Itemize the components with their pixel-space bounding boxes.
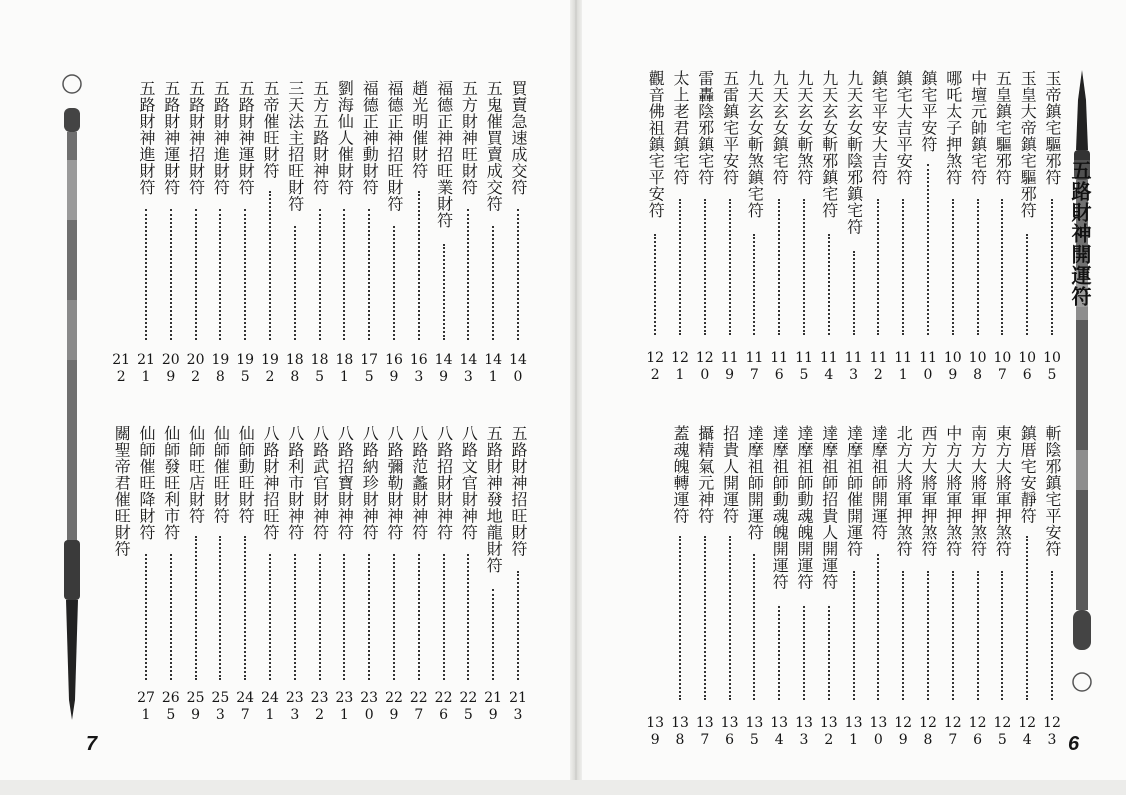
toc-leader-dots — [977, 571, 979, 700]
toc-entry-page: 114 — [819, 350, 838, 383]
toc-leader-dots — [170, 209, 172, 341]
toc-entry-title: 趙光明催財符 — [409, 80, 429, 179]
toc-leader-dots — [343, 209, 345, 341]
toc-entry-page: 132 — [819, 715, 838, 748]
toc-leader-dots — [877, 554, 879, 701]
toc-leader-dots — [195, 536, 197, 680]
toc-entry-title: 八路招財財神符 — [434, 425, 454, 541]
toc-entry[interactable] — [866, 425, 890, 775]
toc-entry-page: 271 — [137, 690, 155, 723]
toc-entry-page: 231 — [335, 690, 354, 723]
toc-entry-page: 110 — [919, 350, 937, 383]
toc-entry-title: 攝精氣元神符 — [695, 425, 715, 524]
toc-entry-page: 253 — [211, 690, 230, 723]
toc-entry[interactable] — [184, 80, 208, 412]
toc-entry[interactable] — [481, 425, 505, 750]
toc-entry-page: 133 — [795, 715, 813, 748]
scan-bottom-edge — [0, 780, 1126, 795]
toc-entry-title: 玉帝鎮宅驅邪符 — [1043, 70, 1062, 186]
toc-entry-title: 五路財神運財符 — [161, 80, 181, 196]
toc-entry-title: 三天法主招旺財符 — [285, 80, 305, 212]
toc-entry-page: 209 — [161, 352, 180, 385]
toc-entry-title: 達摩祖師動魂魄開運符 — [770, 425, 790, 590]
toc-entry-title: 仙師催旺財符 — [211, 425, 231, 524]
toc-entry-title: 五路財神發地龍財符 — [484, 425, 504, 574]
toc-entry[interactable] — [966, 70, 990, 410]
toc-entry-page: 181 — [335, 352, 354, 385]
toc-entry-title: 八路利市財神符 — [285, 425, 305, 541]
toc-entry[interactable] — [966, 425, 990, 775]
toc-entry-page: 121 — [671, 350, 689, 383]
toc-entry-page: 124 — [1018, 715, 1037, 748]
toc-entry-page: 213 — [509, 690, 527, 723]
toc-entry-title: 五路財神招財符 — [186, 80, 206, 196]
toc-entry-page: 128 — [919, 715, 937, 748]
toc-leader-dots — [1051, 571, 1053, 700]
toc-leader-dots — [418, 554, 420, 681]
toc-entry-page: 230 — [360, 690, 379, 723]
toc-leader-dots — [927, 164, 929, 336]
toc-entry-title: 八路范蠡財神符 — [409, 425, 429, 541]
toc-leader-dots — [244, 536, 246, 680]
toc-leader-dots — [492, 589, 494, 681]
toc-entry-title: 鎮厝宅安靜符 — [1018, 425, 1038, 524]
toc-leader-dots — [170, 554, 172, 681]
toc-entry[interactable] — [432, 80, 456, 412]
toc-entry[interactable] — [718, 425, 742, 775]
toc-entry-title: 觀音佛祖鎮宅平安符 — [646, 70, 666, 219]
toc-entry-page: 233 — [285, 690, 304, 723]
toc-entry-title: 中方大將軍押煞符 — [943, 425, 963, 557]
toc-entry-title: 關聖帝君催旺財符 — [112, 425, 132, 557]
toc-entry-title: 西方大將軍押煞符 — [919, 425, 938, 557]
toc-leader-dots — [803, 606, 805, 700]
toc-entry[interactable] — [258, 80, 282, 412]
toc-entry[interactable] — [407, 425, 431, 750]
toc-entry-title: 五鬼催買賣成交符 — [484, 80, 504, 212]
toc-entry[interactable] — [767, 425, 791, 775]
toc-entry-page: 126 — [968, 715, 987, 748]
toc-leader-dots — [1026, 536, 1028, 700]
toc-entry-page: 202 — [186, 352, 205, 385]
toc-leader-dots — [294, 554, 296, 681]
toc-entry-title: 五路財神運財符 — [236, 80, 256, 196]
toc-entry-page: 247 — [236, 690, 255, 723]
toc-entry-page: 136 — [720, 715, 739, 748]
toc-entry[interactable] — [1040, 425, 1064, 775]
toc-entry[interactable] — [283, 425, 307, 750]
toc-entry-page: 195 — [236, 352, 255, 385]
toc-entry-page: 117 — [745, 350, 764, 383]
toc-leader-dots — [467, 554, 469, 681]
toc-entry-page: 265 — [161, 690, 180, 723]
toc-entry-page: 140 — [509, 352, 527, 385]
toc-entry-title: 仙師旺店財符 — [186, 425, 206, 524]
toc-leader-dots — [219, 209, 221, 341]
toc-entry-title: 斬陰邪鎮宅平安符 — [1043, 425, 1062, 557]
toc-entry[interactable] — [432, 425, 456, 750]
toc-entry-page: 141 — [484, 352, 503, 385]
toc-leader-dots — [729, 199, 731, 336]
toc-entry-page: 219 — [484, 690, 503, 723]
toc-entry-page: 109 — [943, 350, 962, 383]
toc-entry[interactable] — [332, 80, 356, 412]
toc-entry-title: 九天玄女斬邪鎮宅符 — [819, 70, 839, 219]
toc-entry-title: 買賣急速成交符 — [509, 80, 528, 196]
toc-entry[interactable] — [941, 70, 965, 410]
toc-entry-page: 143 — [459, 352, 478, 385]
toc-entry-page: 227 — [409, 690, 428, 723]
toc-entry[interactable] — [258, 425, 282, 750]
toc-entry[interactable] — [407, 80, 431, 412]
toc-entry-title: 太上老君鎮宅符 — [671, 70, 690, 186]
toc-entry[interactable] — [184, 425, 208, 750]
toc-entry[interactable] — [1040, 70, 1064, 410]
toc-entry[interactable] — [842, 425, 866, 775]
series-title: 五路財神開運符 — [1071, 160, 1095, 307]
toc-entry-title: 鎮宅大吉平安符 — [894, 70, 914, 186]
toc-leader-dots — [294, 226, 296, 340]
toc-entry[interactable] — [134, 80, 158, 412]
toc-entry[interactable] — [109, 425, 133, 750]
toc-entry[interactable] — [1015, 70, 1039, 410]
toc-entry-page: 163 — [409, 352, 428, 385]
toc-entry-title: 五皇鎮宅驅邪符 — [993, 70, 1013, 186]
toc-entry-title: 達摩祖師開運符 — [869, 425, 889, 541]
toc-entry-title: 八路招寶財神符 — [335, 425, 355, 541]
toc-entry-title: 福德正神招旺財符 — [385, 80, 404, 212]
toc-entry[interactable] — [357, 425, 381, 750]
toc-entry[interactable] — [842, 70, 866, 410]
toc-entry-page: 131 — [844, 715, 863, 748]
toc-entry-page: 211 — [137, 352, 155, 385]
toc-entry[interactable] — [693, 70, 717, 410]
toc-entry[interactable] — [308, 80, 332, 412]
toc-entry[interactable] — [456, 80, 480, 412]
toc-leader-dots — [803, 199, 805, 336]
toc-entry-title: 劉海仙人催財符 — [335, 80, 355, 196]
toc-leader-dots — [368, 554, 370, 681]
toc-entry-title: 達摩祖師開運符 — [745, 425, 765, 541]
toc-leader-dots — [343, 554, 345, 681]
toc-leader-dots — [704, 199, 706, 336]
toc-leader-dots — [902, 571, 904, 700]
toc-entry-page: 135 — [745, 715, 764, 748]
toc-entry-page: 138 — [671, 715, 689, 748]
toc-entry-page: 232 — [310, 690, 329, 723]
toc-entry-title: 仙師發旺利市符 — [161, 425, 181, 541]
toc-entry-page: 123 — [1043, 715, 1061, 748]
toc-entry-title: 八路武官財神符 — [310, 425, 330, 541]
toc-entry-title: 九天玄女斬煞符 — [795, 70, 814, 186]
toc-entry-page: 212 — [112, 352, 131, 385]
toc-entry-page: 198 — [211, 352, 230, 385]
toc-entry[interactable] — [866, 70, 890, 410]
toc-entry-title: 哪吒太子押煞符 — [943, 70, 963, 186]
toc-leader-dots — [853, 571, 855, 700]
toc-entry-page: 134 — [770, 715, 789, 748]
toc-entry[interactable] — [718, 70, 742, 410]
toc-leader-dots — [219, 536, 221, 680]
toc-leader-dots — [145, 554, 147, 681]
toc-entry-title: 鎮宅平安符 — [919, 70, 938, 153]
toc-leader-dots — [492, 226, 494, 340]
toc-entry-title: 北方大將軍押煞符 — [894, 425, 914, 557]
toc-leader-dots — [443, 554, 445, 681]
toc-entry[interactable] — [506, 80, 530, 412]
toc-entry-title: 五方財神旺財符 — [459, 80, 479, 196]
toc-leader-dots — [319, 209, 321, 341]
toc-entry[interactable] — [742, 70, 766, 410]
toc-entry-title: 蓋魂魄轉運符 — [671, 425, 690, 524]
toc-leader-dots — [443, 244, 445, 341]
toc-entry-page: 188 — [285, 352, 304, 385]
toc-entry-page: 112 — [869, 350, 888, 383]
toc-entry[interactable] — [233, 80, 257, 412]
toc-entry-page: 192 — [261, 352, 279, 385]
toc-leader-dots — [393, 226, 395, 340]
toc-entry[interactable] — [506, 425, 530, 750]
toc-entry-title: 玉皇大帝鎮宅驅邪符 — [1018, 70, 1038, 219]
toc-entry[interactable] — [382, 80, 406, 412]
toc-leader-dots — [977, 199, 979, 336]
calligraphy-brush-left-icon — [58, 70, 86, 720]
toc-entry-page: 225 — [459, 690, 478, 723]
toc-entry-page: 119 — [720, 350, 739, 383]
toc-entry-title: 五路財神招旺財符 — [509, 425, 528, 557]
toc-leader-dots — [753, 234, 755, 336]
toc-entry[interactable] — [916, 425, 940, 775]
toc-entry-page: 125 — [993, 715, 1012, 748]
toc-entry-page: 185 — [310, 352, 329, 385]
toc-leader-dots — [244, 209, 246, 341]
toc-entry-title: 仙師催旺降財符 — [137, 425, 156, 541]
toc-entry[interactable] — [332, 425, 356, 750]
page-number-left: 7 — [86, 733, 98, 755]
toc-entry[interactable] — [792, 425, 816, 775]
toc-entry-page: 116 — [770, 350, 789, 383]
toc-entry[interactable] — [891, 70, 915, 410]
toc-leader-dots — [704, 536, 706, 700]
toc-entry-page: 226 — [434, 690, 453, 723]
toc-entry-page: 137 — [695, 715, 714, 748]
toc-entry[interactable] — [668, 425, 692, 775]
toc-leader-dots — [952, 571, 954, 700]
toc-entry-page: 105 — [1043, 350, 1061, 383]
toc-entry-title: 八路財神招旺符 — [261, 425, 280, 541]
toc-entry[interactable] — [941, 425, 965, 775]
toc-entry-page: 229 — [385, 690, 403, 723]
toc-entry[interactable] — [233, 425, 257, 750]
toc-entry[interactable] — [208, 80, 232, 412]
toc-entry-title: 五路財神進財符 — [211, 80, 231, 196]
toc-entry-title: 福德正神招旺業財符 — [434, 80, 454, 229]
toc-leader-dots — [1001, 199, 1003, 336]
toc-entry-title: 達摩祖師招貴人開運符 — [819, 425, 839, 590]
toc-leader-dots — [517, 209, 519, 341]
page-number-right: 6 — [1068, 733, 1080, 755]
toc-leader-dots — [828, 606, 830, 700]
toc-entry-page: 259 — [186, 690, 205, 723]
toc-entry-title: 仙師動旺財符 — [236, 425, 256, 524]
toc-entry[interactable] — [742, 425, 766, 775]
toc-entry-page: 130 — [869, 715, 888, 748]
toc-entry-page: 111 — [894, 350, 913, 383]
toc-entry[interactable] — [792, 70, 816, 410]
toc-leader-dots — [145, 209, 147, 341]
toc-entry-page: 169 — [385, 352, 403, 385]
toc-entry-title: 九天玄女斬陰邪鎮宅符 — [844, 70, 864, 235]
toc-entry-title: 九天玄女斬煞鎮宅符 — [745, 70, 765, 219]
toc-entry[interactable] — [308, 425, 332, 750]
toc-entry[interactable] — [382, 425, 406, 750]
toc-leader-dots — [467, 209, 469, 341]
toc-leader-dots — [729, 536, 731, 700]
toc-leader-dots — [1051, 199, 1053, 336]
toc-leader-dots — [269, 191, 271, 340]
toc-entry-title: 南方大將軍押煞符 — [968, 425, 988, 557]
toc-leader-dots — [679, 199, 681, 336]
toc-entry[interactable] — [817, 70, 841, 410]
toc-entry[interactable] — [1015, 425, 1039, 775]
toc-entry[interactable] — [159, 425, 183, 750]
toc-leader-dots — [679, 536, 681, 700]
toc-entry-title: 達摩祖師動魂魄開運符 — [795, 425, 814, 590]
toc-entry[interactable] — [283, 80, 307, 412]
toc-entry[interactable] — [208, 425, 232, 750]
toc-entry-page: 120 — [695, 350, 714, 383]
toc-entry-page: 139 — [646, 715, 665, 748]
toc-entry[interactable] — [134, 425, 158, 750]
book-gutter — [570, 0, 582, 795]
toc-entry-title: 福德正神動財符 — [360, 80, 380, 196]
toc-entry-title: 五路財神進財符 — [137, 80, 156, 196]
toc-entry-page: 108 — [968, 350, 987, 383]
toc-entry[interactable] — [990, 425, 1014, 775]
toc-leader-dots — [319, 554, 321, 681]
toc-entry-page: 149 — [434, 352, 453, 385]
toc-leader-dots — [368, 209, 370, 341]
toc-entry[interactable] — [817, 425, 841, 775]
toc-entry-page: 175 — [360, 352, 379, 385]
toc-entry-page: 127 — [943, 715, 962, 748]
toc-entry-title: 五雷鎮宅平安符 — [720, 70, 740, 186]
toc-entry[interactable] — [159, 80, 183, 412]
toc-leader-dots — [269, 554, 271, 681]
toc-entry[interactable] — [990, 70, 1014, 410]
toc-entry-title: 五帝催旺財符 — [261, 80, 280, 179]
toc-leader-dots — [1001, 571, 1003, 700]
toc-entry-title: 八路納珍財神符 — [360, 425, 380, 541]
toc-leader-dots — [877, 199, 879, 336]
toc-entry-page: 113 — [844, 350, 863, 383]
toc-leader-dots — [778, 606, 780, 700]
toc-entry[interactable] — [481, 80, 505, 412]
toc-leader-dots — [902, 199, 904, 336]
toc-entry[interactable] — [109, 80, 133, 412]
toc-entry-page: 115 — [795, 350, 813, 383]
toc-entry[interactable] — [693, 425, 717, 775]
toc-entry-title: 招貴人開運符 — [720, 425, 740, 524]
toc-entry-page: 122 — [646, 350, 665, 383]
toc-entry-title: 八路彌勒財神符 — [385, 425, 404, 541]
toc-leader-dots — [927, 571, 929, 700]
toc-entry[interactable] — [891, 425, 915, 775]
toc-leader-dots — [1026, 234, 1028, 336]
toc-leader-dots — [778, 199, 780, 336]
toc-entry[interactable] — [916, 70, 940, 410]
toc-leader-dots — [393, 554, 395, 681]
toc-entry-title: 五方五路財神符 — [310, 80, 330, 196]
toc-entry-title: 雷轟陰邪鎮宅符 — [695, 70, 715, 186]
toc-leader-dots — [195, 209, 197, 341]
toc-leader-dots — [753, 554, 755, 701]
toc-entry[interactable] — [643, 70, 667, 410]
toc-entry[interactable] — [668, 70, 692, 410]
toc-entry-title: 九天玄女鎮宅符 — [770, 70, 790, 186]
toc-entry-title: 中壇元帥鎮宅符 — [968, 70, 988, 186]
toc-leader-dots — [418, 191, 420, 340]
toc-leader-dots — [654, 234, 656, 336]
toc-entry-page: 241 — [261, 690, 279, 723]
toc-entry[interactable] — [357, 80, 381, 412]
toc-entry-title: 八路文官財神符 — [459, 425, 479, 541]
toc-entry-page: 129 — [894, 715, 913, 748]
toc-entry[interactable] — [767, 70, 791, 410]
toc-entry-title: 達摩祖師催開運符 — [844, 425, 864, 557]
toc-leader-dots — [517, 571, 519, 680]
toc-entry[interactable] — [456, 425, 480, 750]
toc-entry-page: 107 — [993, 350, 1012, 383]
toc-leader-dots — [853, 251, 855, 335]
toc-entry-title: 東方大將軍押煞符 — [993, 425, 1013, 557]
toc-leader-dots — [828, 234, 830, 336]
toc-entry[interactable] — [643, 425, 667, 775]
toc-leader-dots — [952, 199, 954, 336]
toc-entry-title: 鎮宅平安大吉符 — [869, 70, 889, 186]
toc-entry-page: 106 — [1018, 350, 1037, 383]
